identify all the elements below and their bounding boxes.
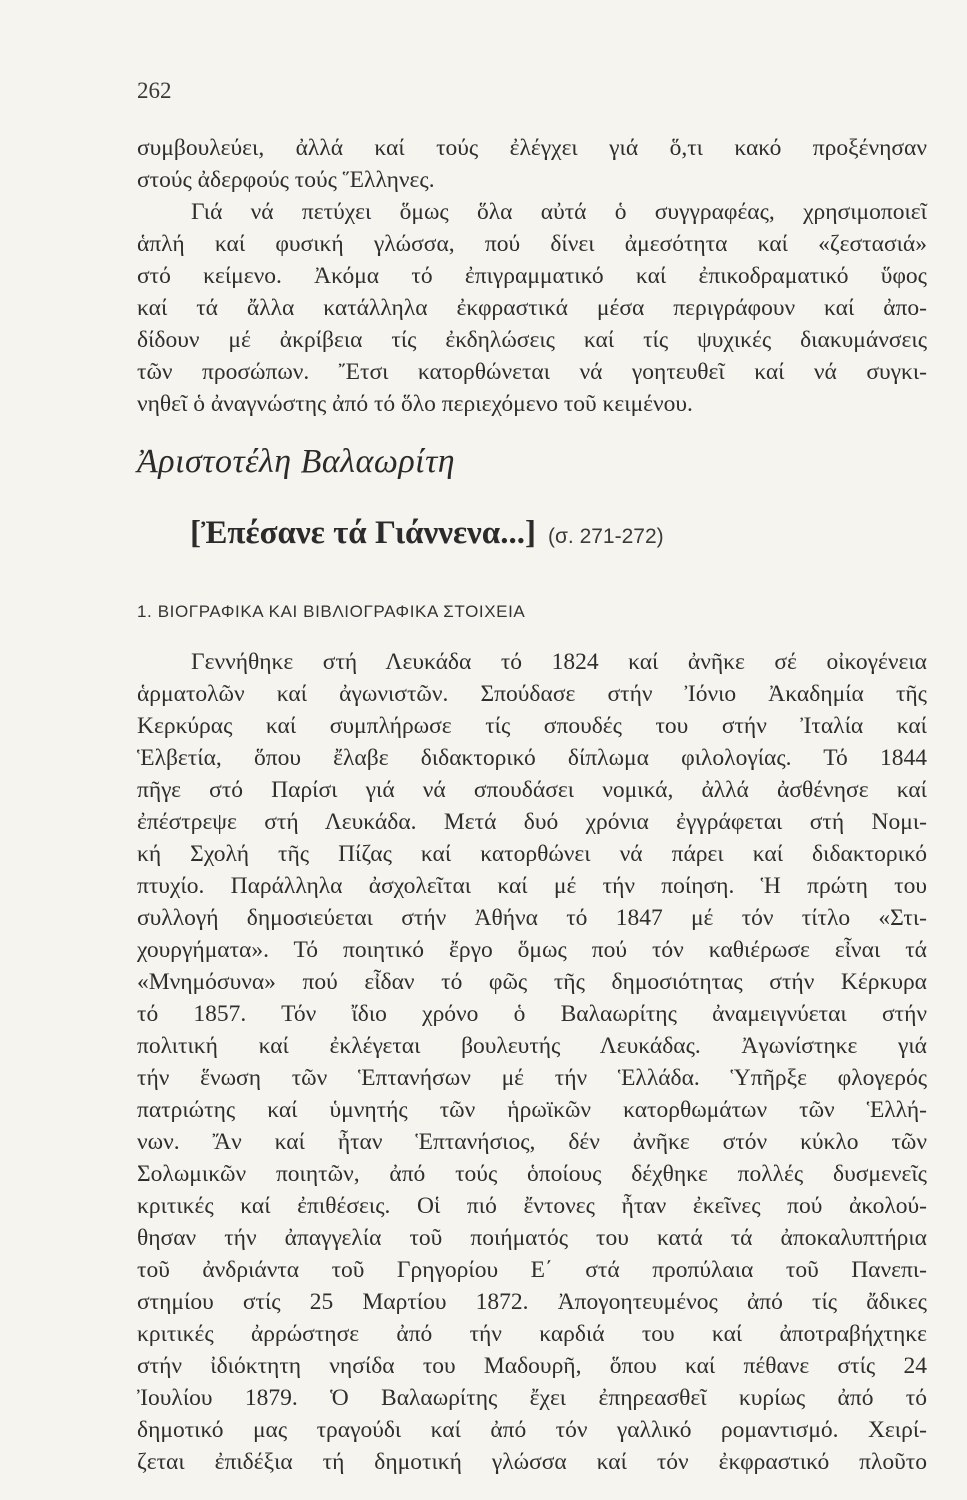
bio-line: Γεννήθηκε στή Λευκάδα τό 1824 καί ἀνῆκε σέ οἰκογένεια bbox=[191, 649, 927, 675]
poem-page-reference: (σ. 271-272) bbox=[547, 525, 664, 548]
intro-line: δίδουν μέ ἀκρίβεια τίς ἐκδηλώσεις καί τίς ψυχικές διακυμάνσεις bbox=[137, 327, 927, 353]
intro-paragraphs bbox=[137, 132, 927, 420]
intro-line: συμβουλεύει, ἀλλά καί τούς ἐλέγχει γιά ὅ,τι κακό προξένησαν bbox=[137, 135, 927, 161]
bio-line: πῆγε στό Παρίσι γιά νά σπουδάσει νομικά, ἀλλά ἀσθένησε καί bbox=[137, 777, 927, 803]
section-heading: 1. ΒΙΟΓΡΑΦΙΚΑ ΚΑΙ ΒΙΒΛΙΟΓΡΑΦΙΚΑ ΣΤΟΙΧΕΙΑ bbox=[137, 602, 526, 621]
poem-title: [Ἐπέσανε τά Γιάννενα...] bbox=[190, 515, 536, 551]
intro-line: καί τά ἄλλα κατάλληλα ἐκφραστικά μέσα περιγράφουν καί ἀπο- bbox=[137, 295, 927, 321]
poem-title-row bbox=[190, 515, 664, 552]
bio-line: δημοτικό μας τραγούδι καί ἀπό τόν γαλλικό ρομαντισμό. Χειρί- bbox=[137, 1417, 927, 1443]
biography-paragraph bbox=[137, 646, 927, 1478]
bio-line: πολιτική καί ἐκλέγεται βουλευτής Λευκάδας. Ἀγωνίστηκε γιά bbox=[137, 1033, 927, 1059]
bio-line: τήν ἕνωση τῶν Ἑπτανήσων μέ τήν Ἑλλάδα. Ὑπῆρξε φλογερός bbox=[137, 1065, 927, 1091]
bio-line: κή Σχολή τῆς Πίζας καί κατορθώνει νά πάρει καί διδακτορικό bbox=[137, 841, 927, 867]
intro-line: τῶν προσώπων. Ἔτσι κατορθώνεται νά γοητευθεῖ καί νά συγκι- bbox=[137, 359, 927, 385]
bio-line: Ἑλβετία, ὅπου ἔλαβε διδακτορικό δίπλωμα φιλολογίας. Τό 1844 bbox=[137, 745, 927, 771]
page-number: 262 bbox=[137, 78, 172, 103]
bio-line: «Μνημόσυνα» πού εἶδαν τό φῶς τῆς δημοσιότητας στήν Κέρκυρα bbox=[137, 969, 927, 995]
bio-line: κριτικές ἀρρώστησε ἀπό τήν καρδιά του καί ἀποτραβήχτηκε bbox=[137, 1321, 927, 1347]
bio-line: νων. Ἄν καί ἦταν Ἑπτανήσιος, δέν ἀνῆκε στόν κύκλο τῶν bbox=[137, 1129, 927, 1155]
bio-line: ζεται ἐπιδέξια τή δημοτική γλώσσα καί τόν ἐκφραστικό πλοῦτο bbox=[137, 1449, 927, 1475]
intro-line: στούς ἀδερφούς τούς Ἕλληνες. bbox=[137, 167, 435, 193]
bio-line: Ἰουλίου 1879. Ὁ Βαλαωρίτης ἔχει ἐπηρεασθεῖ κυρίως ἀπό τό bbox=[137, 1385, 927, 1411]
bio-line: πατριώτης καί ὑμνητής τῶν ἡρωϊκῶν κατορθωμάτων τῶν Ἑλλή- bbox=[137, 1097, 927, 1123]
bio-line: πτυχίο. Παράλληλα ἀσχολεῖται καί μέ τήν ποίηση. Ἡ πρώτη του bbox=[137, 873, 927, 899]
bio-line: στημίου στίς 25 Μαρτίου 1872. Ἀπογοητευμένος ἀπό τίς ἄδικες bbox=[137, 1289, 927, 1315]
bio-line: στήν ἰδιόκτητη νησίδα του Μαδουρῆ, ὅπου καί πέθανε στίς 24 bbox=[137, 1353, 927, 1379]
intro-line: ἁπλή καί φυσική γλώσσα, πού δίνει ἀμεσότητα καί «ζεστασιά» bbox=[137, 231, 927, 257]
bio-line: Κερκύρας καί συμπλήρωσε τίς σπουδές του στήν Ἰταλία καί bbox=[137, 713, 927, 739]
bio-line: κριτικές καί ἐπιθέσεις. Οἱ πιό ἔντονες ἦταν ἐκεῖνες πού ἀκολού- bbox=[137, 1193, 927, 1219]
bio-line: ἐπέστρεψε στή Λευκάδα. Μετά δυό χρόνια ἐγγράφεται στή Νομι- bbox=[137, 809, 927, 835]
intro-line: νηθεῖ ὁ ἀναγνώστης ἀπό τό ὅλο περιεχόμενο τοῦ κειμένου. bbox=[137, 391, 693, 417]
bio-line: Σολωμικῶν ποιητῶν, ἀπό τούς ὁποίους δέχθηκε πολλές δυσμενεῖς bbox=[137, 1161, 927, 1187]
bio-line: συλλογή δημοσιεύεται στήν Ἀθήνα τό 1847 μέ τόν τίτλο «Στι- bbox=[137, 905, 927, 931]
author-heading: Ἀριστοτέλη Βαλαωρίτη bbox=[137, 443, 456, 480]
bio-line: ἁρματολῶν καί ἀγωνιστῶν. Σπούδασε στήν Ἰόνιο Ἀκαδημία τῆς bbox=[137, 681, 927, 707]
intro-line: στό κείμενο. Ἀκόμα τό ἐπιγραμματικό καί ἐπικοδραματικό ὕφος bbox=[137, 263, 927, 289]
bio-line: χουργήματα». Τό ποιητικό ἔργο ὅμως πού τόν καθιέρωσε εἶναι τά bbox=[137, 937, 927, 963]
bio-line: θησαν τήν ἀπαγγελία τοῦ ποιήματός του κατά τά ἀποκαλυπτήρια bbox=[137, 1225, 927, 1251]
bio-line: τοῦ ἀνδριάντα τοῦ Γρηγορίου Ε΄ στά προπύλαια τοῦ Πανεπι- bbox=[137, 1257, 927, 1283]
intro-line: Γιά νά πετύχει ὅμως ὅλα αὐτά ὁ συγγραφέας, χρησιμοποιεῖ bbox=[191, 199, 927, 225]
bio-line: τό 1857. Τόν ἴδιο χρόνο ὁ Βαλαωρίτης ἀναμειγνύεται στήν bbox=[137, 1001, 927, 1027]
